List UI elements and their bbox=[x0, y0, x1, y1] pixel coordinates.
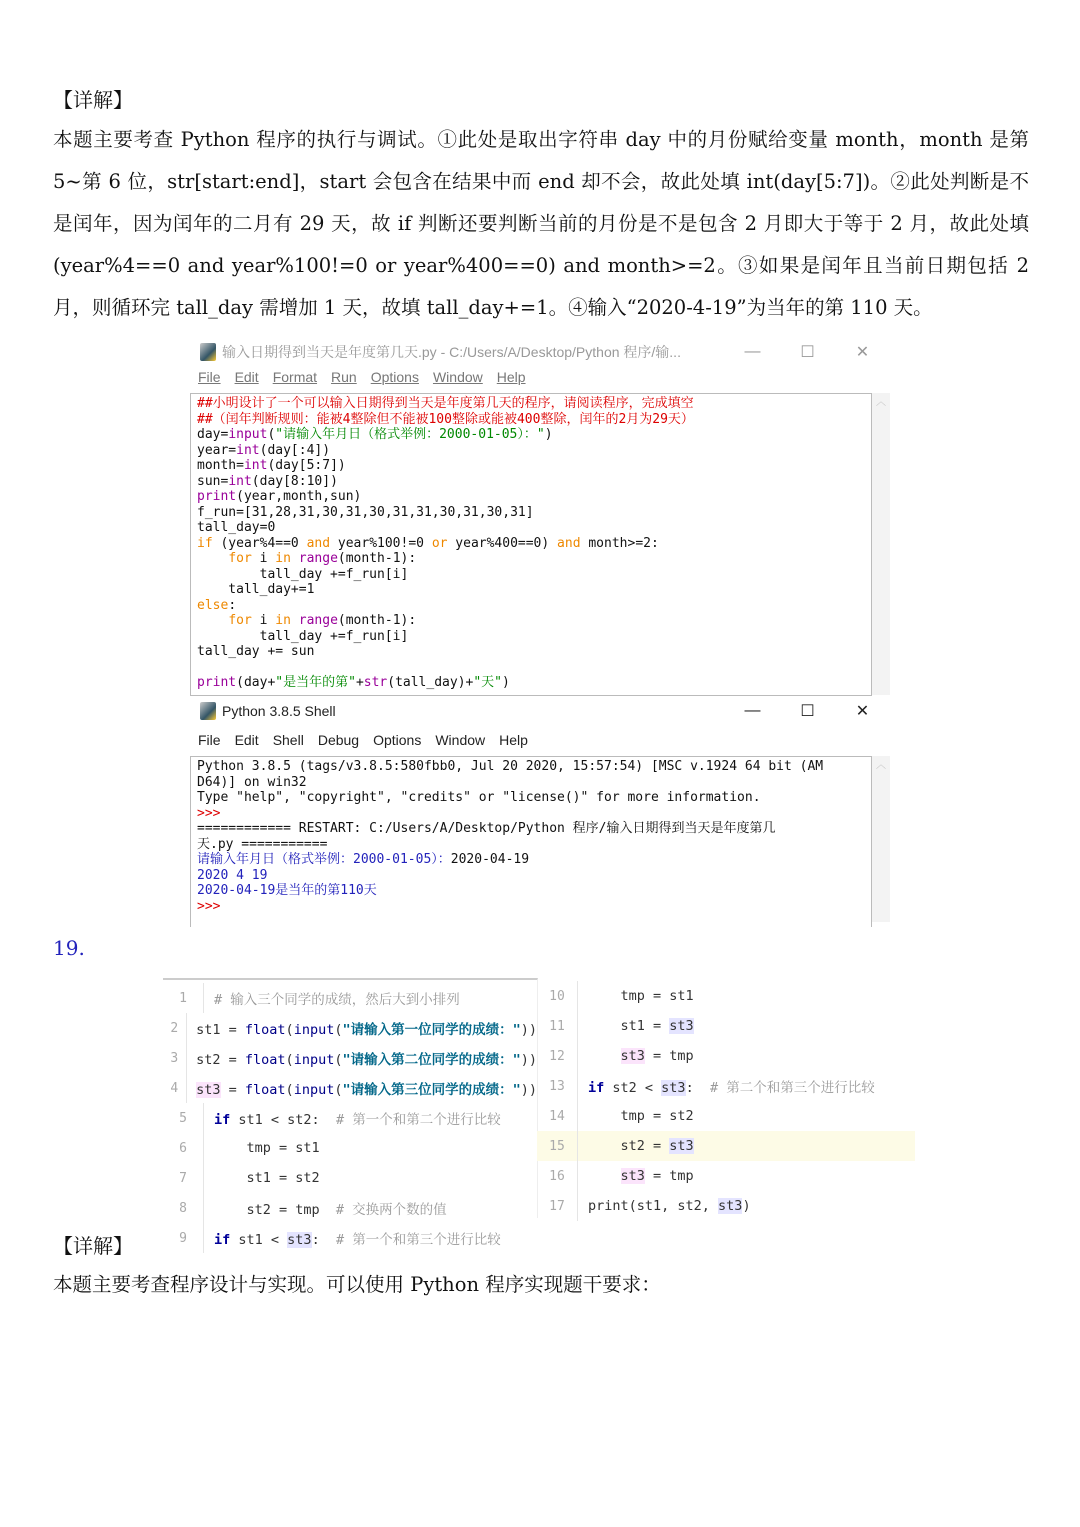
code-line bbox=[197, 427, 865, 443]
code-row bbox=[537, 1131, 915, 1161]
code-row bbox=[163, 1013, 537, 1043]
code-token: ( bbox=[334, 1082, 343, 1098]
code-row bbox=[537, 1071, 915, 1101]
code-token: ##（闰年判断规则：能被4整除但不能被100整除或能被400整除，闰年的2月为29天） bbox=[197, 411, 694, 427]
menu-options[interactable]: Options bbox=[370, 369, 419, 385]
python-icon bbox=[200, 702, 216, 720]
code-row bbox=[537, 1161, 915, 1191]
code-token: month>=2: bbox=[580, 535, 659, 551]
code-token: float bbox=[244, 1052, 286, 1068]
code-token: "是当年的第" bbox=[275, 675, 356, 690]
code-line bbox=[197, 567, 865, 583]
line-number: 11 bbox=[549, 1018, 565, 1034]
gutter-divider bbox=[577, 1161, 578, 1191]
code-token: for bbox=[228, 551, 252, 566]
code-token: "请输入年月日（格式举例：2000-01-05）：" bbox=[275, 427, 545, 442]
gutter-divider bbox=[577, 1011, 578, 1041]
code-token: input bbox=[293, 1052, 335, 1068]
line-number: 6 bbox=[179, 1140, 187, 1156]
code-token: if bbox=[214, 1232, 231, 1248]
code-token: float bbox=[244, 1022, 286, 1038]
gutter-divider bbox=[186, 1073, 187, 1103]
line-number: 14 bbox=[549, 1108, 565, 1124]
code-line bbox=[197, 536, 865, 552]
code-token: range bbox=[298, 613, 338, 628]
python-shell-window bbox=[190, 697, 890, 922]
code-token: = tmp bbox=[644, 1168, 694, 1184]
code-token: input bbox=[228, 427, 268, 442]
code-pane-right bbox=[537, 978, 915, 1216]
code-token: Python 3.8.5 (tags/v3.8.5:580fbb0, Jul 20 2020, 15:57:54) [MSC v.1924 64 bit (AM bbox=[197, 759, 824, 774]
minimize-icon[interactable]: — bbox=[744, 343, 761, 360]
code-line bbox=[197, 613, 865, 629]
close-icon[interactable]: ✕ bbox=[855, 703, 870, 720]
code-token: ============ RESTART: C:/Users/A/Desktop/Python 程序/输入日期得到当天是年度第几 bbox=[197, 821, 776, 836]
gutter-divider bbox=[203, 1223, 204, 1253]
code-token: tall_day += sun bbox=[197, 644, 315, 659]
code-token: # 第二个和第三个进行比较 bbox=[709, 1080, 875, 1096]
code-token: 请输入年月日（格式举例：2000-01-05）： bbox=[197, 852, 451, 867]
code-token: and bbox=[306, 535, 331, 551]
code-token: month= bbox=[197, 458, 244, 473]
code-token: in bbox=[275, 613, 291, 628]
code-token: in bbox=[275, 551, 291, 566]
code-token: i bbox=[251, 613, 276, 628]
code-token: ) bbox=[544, 427, 553, 442]
code-text bbox=[588, 988, 694, 1004]
code-token: print bbox=[197, 489, 237, 504]
line-number: 5 bbox=[179, 1110, 187, 1126]
code-token bbox=[197, 613, 228, 628]
editor-title: 输入日期得到当天是年度第几天.py - C:/Users/A/Desktop/Python 程序/输... bbox=[222, 344, 681, 360]
gutter-divider bbox=[577, 1071, 578, 1101]
code-token: for bbox=[228, 613, 252, 628]
menu-debug[interactable]: Debug bbox=[317, 732, 360, 748]
python-file-icon bbox=[200, 343, 216, 361]
line-number: 3 bbox=[170, 1050, 179, 1066]
menu-help[interactable]: Help bbox=[499, 732, 528, 748]
code-token: (day+ bbox=[236, 675, 276, 690]
code-token: input bbox=[293, 1022, 335, 1038]
code-token: ) bbox=[742, 1198, 751, 1214]
code-token: (day[:4]) bbox=[259, 442, 331, 458]
line-number: 10 bbox=[549, 988, 565, 1004]
gutter-divider bbox=[577, 1041, 578, 1071]
menu-format[interactable]: Format bbox=[272, 369, 318, 385]
code-line bbox=[197, 806, 865, 822]
menu-window[interactable]: Window bbox=[432, 369, 483, 385]
menu-edit[interactable]: Edit bbox=[234, 732, 259, 748]
menu-options[interactable]: Options bbox=[373, 732, 422, 748]
code-text bbox=[214, 1228, 501, 1248]
code-token: 2020 4 19 bbox=[197, 867, 268, 883]
code-token bbox=[291, 613, 299, 628]
code-token: st3 bbox=[287, 1232, 312, 1248]
code-token: Type "help", "copyright", "credits" or "license()" for more information. bbox=[197, 790, 761, 805]
menu-file[interactable]: File bbox=[198, 732, 221, 748]
code-token: ( bbox=[267, 427, 276, 442]
code-line bbox=[197, 644, 865, 660]
line-number: 4 bbox=[170, 1080, 179, 1096]
editor-code-area[interactable] bbox=[190, 393, 872, 696]
code-token: # 输入三个同学的成绩，然后大到小排列 bbox=[214, 992, 460, 1008]
code-text bbox=[588, 1198, 751, 1214]
line-number: 2 bbox=[170, 1020, 179, 1036]
code-token: tmp = st1 bbox=[588, 988, 694, 1004]
code-row bbox=[537, 1011, 915, 1041]
code-token: tmp = st1 bbox=[214, 1140, 320, 1156]
code-token: + bbox=[355, 675, 364, 690]
shell-title: Python 3.8.5 Shell bbox=[222, 703, 336, 719]
code-row bbox=[537, 981, 915, 1011]
code-line bbox=[197, 790, 865, 806]
code-token: year%400==0) bbox=[447, 535, 558, 551]
section-heading: 【详解】 bbox=[53, 88, 133, 112]
code-token: st3 bbox=[661, 1080, 686, 1096]
code-token: year%100!=0 bbox=[330, 535, 432, 551]
line-number: 13 bbox=[549, 1078, 565, 1094]
code-token: "请输入第一位同学的成绩：" bbox=[342, 1022, 521, 1038]
gutter-divider bbox=[203, 1103, 204, 1133]
code-line bbox=[197, 412, 865, 428]
question-number: 19. bbox=[53, 936, 85, 960]
code-line bbox=[197, 458, 865, 474]
maximize-icon[interactable]: ☐ bbox=[800, 344, 815, 361]
code-token bbox=[197, 551, 228, 566]
code-row bbox=[163, 1193, 537, 1223]
code-token: print(st1, st2, bbox=[588, 1198, 719, 1214]
code-token bbox=[588, 1048, 621, 1064]
code-line bbox=[197, 505, 865, 521]
code-token: 2020-04-19是当年的第110天 bbox=[197, 883, 377, 898]
code-token: st2 = bbox=[588, 1138, 670, 1154]
gutter-divider bbox=[203, 983, 204, 1013]
code-line bbox=[197, 837, 865, 853]
code-token: D64)] on win32 bbox=[197, 774, 307, 790]
code-token: )) bbox=[520, 1082, 537, 1098]
code-line bbox=[197, 629, 865, 645]
line-number: 12 bbox=[549, 1048, 565, 1064]
code-row bbox=[163, 1223, 537, 1253]
code-line bbox=[197, 852, 865, 868]
code-token: int bbox=[236, 442, 260, 458]
shell-output-area[interactable] bbox=[190, 756, 872, 927]
code-text bbox=[588, 1076, 875, 1096]
line-number: 1 bbox=[179, 990, 187, 1006]
code-token: >>> bbox=[197, 805, 221, 821]
code-token: (year,month,sun) bbox=[236, 489, 362, 504]
editor-scrollbar[interactable]: ︿ bbox=[872, 393, 890, 695]
code-text bbox=[214, 1108, 501, 1128]
code-screenshot bbox=[163, 978, 915, 1248]
gutter-divider bbox=[203, 1133, 204, 1163]
code-token: and bbox=[557, 535, 581, 551]
code-text bbox=[214, 988, 460, 1008]
code-text bbox=[588, 1018, 694, 1034]
gutter-divider bbox=[577, 1191, 578, 1221]
line-number: 16 bbox=[549, 1168, 565, 1184]
code-token: (year%4==0 bbox=[212, 535, 307, 551]
code-row bbox=[163, 1103, 537, 1133]
code-pane-left bbox=[163, 978, 538, 1248]
code-line bbox=[197, 675, 865, 691]
gutter-divider bbox=[577, 1101, 578, 1131]
code-token: st1 = bbox=[588, 1018, 670, 1034]
code-token: # 交换两个数的值 bbox=[335, 1202, 447, 1218]
code-text bbox=[196, 1048, 537, 1068]
code-token: tmp = st2 bbox=[588, 1108, 694, 1124]
code-token: st3 bbox=[620, 1168, 645, 1184]
gutter-divider bbox=[186, 1043, 187, 1073]
code-token: f_run=[31,28,31,30,31,30,31,31,30,31,30,31] bbox=[197, 504, 534, 520]
code-token: day= bbox=[197, 427, 229, 442]
line-number: 15 bbox=[549, 1138, 565, 1154]
code-line bbox=[197, 899, 865, 915]
code-row bbox=[163, 1133, 537, 1163]
code-text bbox=[196, 1018, 537, 1038]
code-line bbox=[197, 660, 865, 676]
menu-window[interactable]: Window bbox=[435, 732, 486, 748]
code-token: else bbox=[197, 597, 229, 613]
code-row bbox=[537, 1101, 915, 1131]
code-line bbox=[197, 489, 865, 505]
code-token: print bbox=[197, 675, 237, 690]
gutter-divider bbox=[577, 1131, 578, 1161]
editor-titlebar bbox=[190, 338, 890, 366]
code-line bbox=[197, 443, 865, 459]
code-token: year= bbox=[197, 442, 237, 458]
code-token: if bbox=[214, 1112, 231, 1128]
line-number: 7 bbox=[179, 1170, 187, 1186]
code-line bbox=[197, 598, 865, 614]
code-token: # 第一个和第三个进行比较 bbox=[335, 1232, 501, 1248]
code-token: 天.py =========== bbox=[197, 836, 328, 852]
code-token: = tmp bbox=[644, 1048, 694, 1064]
code-token: (month-1): bbox=[337, 551, 417, 566]
code-token: st1 < bbox=[230, 1232, 288, 1248]
code-text bbox=[196, 1078, 537, 1098]
code-line bbox=[197, 396, 865, 412]
code-token: ( bbox=[285, 1022, 294, 1038]
idle-editor-window bbox=[190, 338, 890, 695]
code-token: "请输入第二位同学的成绩：" bbox=[342, 1052, 521, 1068]
shell-scrollbar[interactable]: ︿ bbox=[872, 756, 890, 922]
code-token: # 第一个和第二个进行比较 bbox=[335, 1112, 501, 1128]
code-token: tall_day+=1 bbox=[197, 582, 315, 597]
code-token: tall_day=0 bbox=[197, 520, 276, 535]
code-token: : bbox=[228, 597, 237, 613]
gutter-divider bbox=[203, 1163, 204, 1193]
code-token: float bbox=[244, 1082, 286, 1098]
code-token: (month-1): bbox=[337, 613, 417, 628]
code-token: ( bbox=[285, 1082, 294, 1098]
code-token: )) bbox=[520, 1022, 537, 1038]
code-line bbox=[197, 520, 865, 536]
code-token: "天" bbox=[473, 675, 502, 690]
code-line bbox=[197, 868, 865, 884]
gutter-divider bbox=[203, 1193, 204, 1223]
code-line bbox=[197, 474, 865, 490]
code-token: i bbox=[251, 551, 276, 566]
code-token: input bbox=[293, 1082, 335, 1098]
code-token: ) bbox=[502, 675, 510, 690]
code-token: "请输入第三位同学的成绩：" bbox=[342, 1082, 521, 1098]
code-token: : bbox=[685, 1080, 710, 1096]
code-line bbox=[197, 759, 865, 775]
menu-run[interactable]: Run bbox=[331, 369, 357, 385]
code-token: st3 bbox=[669, 1018, 694, 1034]
code-token: >>> bbox=[197, 898, 221, 914]
code-token: st1 = st2 bbox=[214, 1170, 320, 1186]
code-token: st3 bbox=[196, 1082, 221, 1098]
section-heading-2: 【详解】 bbox=[53, 1234, 133, 1258]
code-text bbox=[588, 1168, 694, 1184]
shell-menubar bbox=[190, 729, 890, 751]
code-token: if bbox=[588, 1080, 605, 1096]
code-token: : bbox=[311, 1232, 336, 1248]
line-number: 9 bbox=[179, 1230, 187, 1246]
code-token: ( bbox=[334, 1052, 343, 1068]
code-token: if bbox=[197, 535, 213, 551]
code-token: (tall_day)+ bbox=[387, 675, 474, 690]
code-row bbox=[537, 1041, 915, 1071]
code-row bbox=[537, 1191, 915, 1221]
code-token: 2020-04-19 bbox=[450, 852, 530, 867]
code-token: st1 = bbox=[196, 1022, 245, 1038]
code-row bbox=[163, 1163, 537, 1193]
code-token: ( bbox=[334, 1022, 343, 1038]
code-text bbox=[214, 1198, 447, 1218]
code-text bbox=[588, 1108, 694, 1124]
code-token: st3 bbox=[669, 1138, 694, 1154]
code-token: ( bbox=[285, 1052, 294, 1068]
code-token: tall_day +=f_run[i] bbox=[197, 628, 409, 644]
code-token: st2 = tmp bbox=[214, 1202, 336, 1218]
code-line bbox=[197, 775, 865, 791]
code-text bbox=[214, 1140, 320, 1156]
code-text bbox=[588, 1048, 694, 1064]
menu-help[interactable]: Help bbox=[496, 369, 526, 385]
maximize-icon[interactable]: ☐ bbox=[800, 703, 815, 720]
menu-file[interactable]: File bbox=[198, 369, 221, 385]
code-token: ##小明设计了一个可以输入日期得到当天是年度第几天的程序，请阅读程序，完成填空 bbox=[197, 396, 694, 411]
menu-edit[interactable]: Edit bbox=[234, 369, 259, 385]
code-token: st2 < bbox=[604, 1080, 662, 1096]
code-token: int bbox=[228, 473, 252, 489]
code-token: )) bbox=[520, 1052, 537, 1068]
code-line bbox=[197, 821, 865, 837]
code-token: st2 = bbox=[196, 1052, 245, 1068]
code-line bbox=[197, 551, 865, 567]
explanation-paragraph: 本题主要考查 Python 程序的执行与调试。①此处是取出字符串 day 中的月份赋给变量 month，month 是第 5~第 6 位，str[start:end]，start 会包含在结果中而 end 却不会，故此处填 int(day[5:7])。②此处判断是不是闰年，因为闰年的二月有 29 天，故 if 判断还要判断当前的月份是不是包含 2 月即大于等于 2 月，故此处填(year%4==0 and year%100!=0 or year%400==0) and month>=2。③如果是闰年且当前日期包括 2 月，则循环完 tall_day 需增加 1 天，故填 tall_day+=1。④输入“2020-4-19”为当年的第 110 天。 bbox=[53, 128, 1029, 319]
code-row bbox=[163, 1073, 537, 1103]
line-number: 8 bbox=[179, 1200, 187, 1216]
code-line bbox=[197, 582, 865, 598]
code-row bbox=[163, 983, 537, 1013]
code-token: range bbox=[298, 551, 338, 566]
code-text bbox=[214, 1170, 320, 1186]
code-token: int bbox=[243, 458, 268, 473]
code-token bbox=[291, 551, 299, 566]
code-token: (day[8:10]) bbox=[251, 473, 338, 489]
minimize-icon[interactable]: — bbox=[744, 702, 761, 719]
editor-menubar bbox=[190, 366, 890, 388]
code-token: st3 bbox=[620, 1048, 645, 1064]
menu-shell[interactable]: Shell bbox=[272, 732, 304, 748]
close-icon[interactable]: ✕ bbox=[855, 344, 870, 361]
code-token: str bbox=[363, 675, 388, 690]
explanation-paragraph-2: 本题主要考查程序设计与实现。可以使用 Python 程序实现题干要求： bbox=[53, 1273, 661, 1296]
code-token bbox=[588, 1168, 621, 1184]
code-text bbox=[588, 1138, 694, 1154]
code-token: tall_day +=f_run[i] bbox=[197, 566, 409, 582]
code-token: st3 bbox=[718, 1198, 743, 1214]
code-token: sun= bbox=[197, 473, 229, 489]
line-number: 17 bbox=[549, 1198, 565, 1214]
shell-titlebar bbox=[190, 697, 890, 725]
code-token: = bbox=[220, 1082, 245, 1098]
code-token: st1 < st2: bbox=[230, 1112, 336, 1128]
code-token: (day[5:7]) bbox=[267, 458, 346, 473]
code-token: or bbox=[431, 535, 448, 551]
gutter-divider bbox=[577, 981, 578, 1011]
gutter-divider bbox=[186, 1013, 187, 1043]
code-line bbox=[197, 883, 865, 899]
code-row bbox=[163, 1043, 537, 1073]
